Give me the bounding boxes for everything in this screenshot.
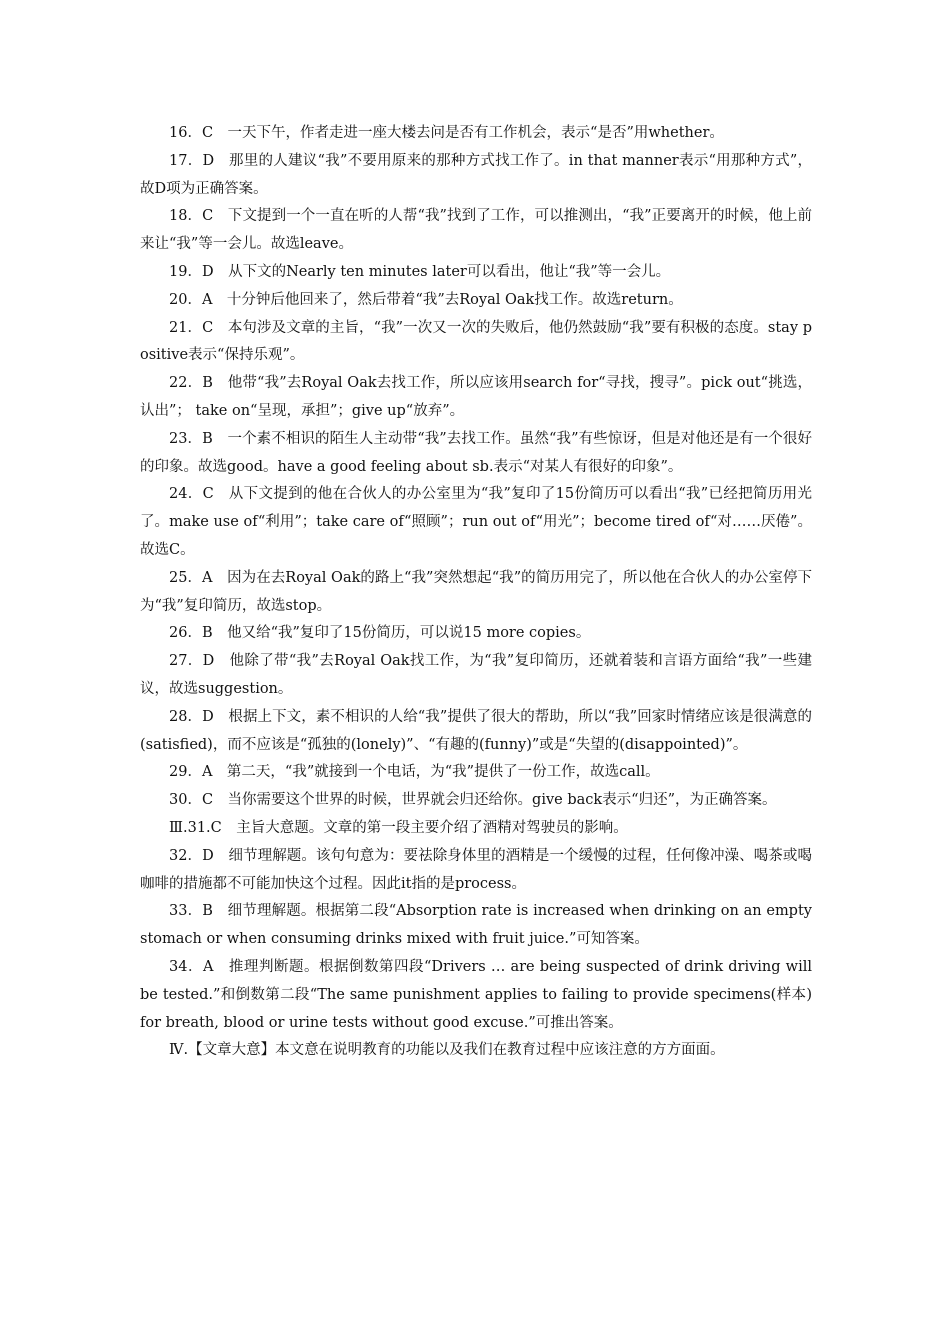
paragraph-q29: 29．A 第二天，“我”就接到一个电话，为“我”提供了一份工作，故选call。 xyxy=(169,764,660,781)
paragraph-q18: 18．C 下文提到一个一直在听的人帮“我”找到了工作，可以推测出，“我”正要离开的时候，他上前来让“我”等一会儿。故选leave。 xyxy=(140,208,812,253)
paragraph-q19: 19．D 从下文的Nearly ten minutes later可以看出，他让“我”等一会儿。 xyxy=(169,263,671,280)
paragraph-q24: 24．C 从下文提到的他在合伙人的办公室里为“我”复印了15份简历可以看出“我”已经把简历用光了。make use of“利用”；take care of“照顾”；run out of“用光”；become tired of“对……厌倦”。故选C。 xyxy=(140,486,812,558)
paragraph-q32: 32．D 细节理解题。该句句意为：要祛除身体里的酒精是一个缓慢的过程，任何像冲澡、喝茶或喝咖啡的措施都不可能加快这个过程。因此it指的是process。 xyxy=(140,847,812,892)
paragraph-q25: 25．A 因为在去Royal Oak的路上“我”突然想起“我”的简历用完了，所以他在合伙人的办公室停下为“我”复印简历，故选stop。 xyxy=(140,569,812,614)
paragraph-section-iv: Ⅳ.【文章大意】本文意在说明教育的功能以及我们在教育过程中应该注意的方方面面。 xyxy=(169,1042,725,1059)
paragraph-q16: 16．C 一天下午，作者走进一座大楼去问是否有工作机会，表示“是否”用whether。 xyxy=(169,125,724,141)
paragraph-q30: 30．C 当你需要这个世界的时候，世界就会归还给你。give back表示“归还”，为正确答案。 xyxy=(169,792,777,809)
paragraph-q20: 20．A 十分钟后他回来了，然后带着“我”去Royal Oak找工作。故选return。 xyxy=(169,291,683,308)
paragraph-q33: 33．B 细节理解题。根据第二段“Absorption rate is increased when drinking on an empty stomach or when consuming drinks mixed with fruit juice.”可知答案。 xyxy=(140,903,812,948)
paragraph-q17: 17．D 那里的人建议“我”不要用原来的那种方式找工作了。in that manner表示“用那种方式”，故D项为正确答案。 xyxy=(140,152,812,197)
paragraph-q31: Ⅲ.31.C 主旨大意题。文章的第一段主要介绍了酒精对驾驶员的影响。 xyxy=(169,819,628,836)
paragraph-q27: 27．D 他除了带“我”去Royal Oak找工作，为“我”复印简历，还就着装和言语方面给“我”一些建议，故选suggestion。 xyxy=(140,653,812,697)
paragraph-q21: 21．C 本句涉及文章的主旨，“我”一次又一次的失败后，他仍然鼓励“我”要有积极的态度。stay positive表示“保持乐观”。 xyxy=(140,319,812,364)
answer-explanations xyxy=(140,120,812,1065)
paragraph-q28: 28．D 根据上下文，素不相识的人给“我”提供了很大的帮助，所以“我”回家时情绪应该是很满意的(satisfied)，而不应该是“孤独的(lonely)”、“有趣的(funny)”或是“失望的(disappointed)”。 xyxy=(140,708,812,753)
paragraph-q23: 23．B 一个素不相识的陌生人主动带“我”去找工作。虽然“我”有些惊讶，但是对他还是有一个很好的印象。故选good。have a good feeling about sb.表示“对某人有很好的印象”。 xyxy=(140,430,812,475)
paragraph-q34: 34．A 推理判断题。根据倒数第四段“Drivers … are being suspected of drink driving will be tested.”和倒数第二段“The same punishment applies to failing to provide specimens(样本) for breath, blood or urine tests without good excuse.”可推出答案。 xyxy=(140,958,812,1031)
paragraph-q26: 26．B 他又给“我”复印了15份简历，可以说15 more copies。 xyxy=(169,625,591,642)
paragraph-q22: 22．B 他带“我”去Royal Oak去找工作，所以应该用search for“寻找，搜寻”。pick out“挑选，认出”； take on“呈现，承担”；give up“放弃”。 xyxy=(140,375,812,419)
